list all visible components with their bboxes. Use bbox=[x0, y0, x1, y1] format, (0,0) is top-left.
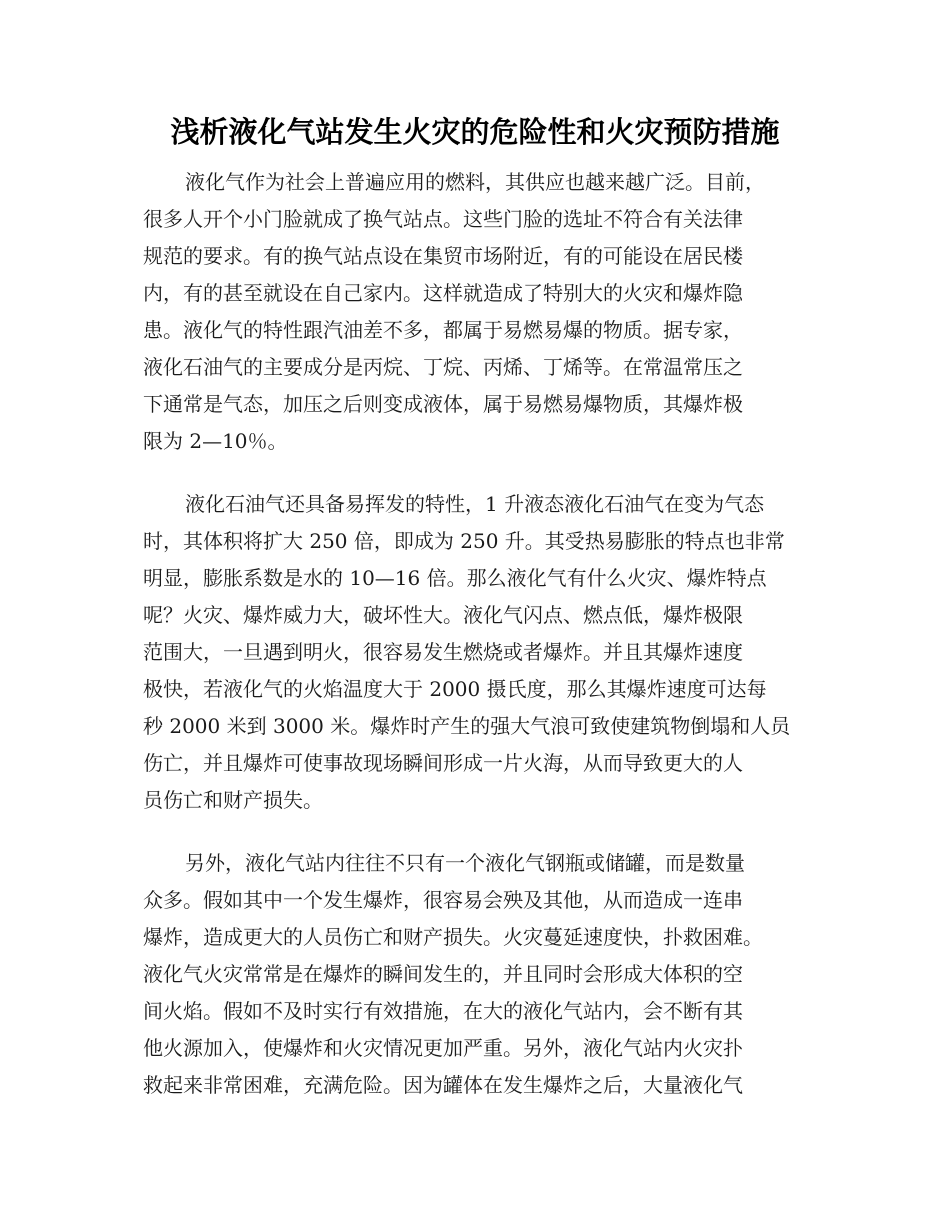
text-line: 液化石油气的主要成分是丙烷、丁烷、丙烯、丁烯等。在常温常压之 bbox=[143, 355, 743, 379]
text-line: 液化石油气还具备易挥发的特性，1 升液态液化石油气在变为气态 bbox=[185, 492, 765, 516]
document-title: 浅析液化气站发生火灾的危险性和火灾预防措施 bbox=[170, 115, 780, 149]
text-line: 呢？火灾、爆炸威力大，破坏性大。液化气闪点、燃点低，爆炸极限 bbox=[143, 603, 743, 627]
text-line: 极快，若液化气的火焰温度大于 2000 摄氏度，那么其爆炸速度可达每 bbox=[143, 677, 767, 701]
paragraph-2 bbox=[143, 486, 807, 819]
text-line: 下通常是气态，加压之后则变成液体，属于易燃易爆物质，其爆炸极 bbox=[143, 392, 743, 416]
paragraph-3 bbox=[143, 845, 807, 1104]
document-body bbox=[143, 164, 807, 1130]
text-line: 时，其体积将扩大 250 倍，即成为 250 升。其受热易膨胀的特点也非常 bbox=[143, 529, 785, 553]
text-line: 范围大，一旦遇到明火，很容易发生燃烧或者爆炸。并且其爆炸速度 bbox=[143, 640, 743, 664]
text-line: 规范的要求。有的换气站点设在集贸市场附近，有的可能设在居民楼 bbox=[143, 244, 743, 268]
text-line: 秒 2000 米到 3000 米。爆炸时产生的强大气浪可致使建筑物倒塌和人员 bbox=[143, 714, 791, 738]
text-line: 限为 2—10％。 bbox=[143, 429, 288, 453]
text-line: 众多。假如其中一个发生爆炸，很容易会殃及其他，从而造成一连串 bbox=[143, 888, 743, 912]
text-line: 爆炸，造成更大的人员伤亡和财产损失。火灾蔓延速度快，扑救困难。 bbox=[143, 925, 763, 949]
text-line: 间火焰。假如不及时实行有效措施，在大的液化气站内，会不断有其 bbox=[143, 999, 743, 1023]
text-line: 伤亡，并且爆炸可使事故现场瞬间形成一片火海，从而导致更大的人 bbox=[143, 751, 743, 775]
paragraph-1 bbox=[143, 164, 807, 460]
text-line: 他火源加入，使爆炸和火灾情况更加严重。另外，液化气站内火灾扑 bbox=[143, 1036, 743, 1060]
text-line: 救起来非常困难，充满危险。因为罐体在发生爆炸之后，大量液化气 bbox=[143, 1073, 743, 1097]
text-line: 液化气火灾常常是在爆炸的瞬间发生的，并且同时会形成大体积的空 bbox=[143, 962, 743, 986]
text-line: 明显，膨胀系数是水的 10—16 倍。那么液化气有什么火灾、爆炸特点 bbox=[143, 566, 767, 590]
text-line: 液化气作为社会上普遍应用的燃料，其供应也越来越广泛。目前， bbox=[185, 170, 765, 194]
text-line: 员伤亡和财产损失。 bbox=[143, 788, 323, 812]
text-line: 内，有的甚至就设在自己家内。这样就造成了特别大的火灾和爆炸隐 bbox=[143, 281, 743, 305]
text-line: 患。液化气的特性跟汽油差不多，都属于易燃易爆的物质。据专家， bbox=[143, 318, 743, 342]
text-line: 另外，液化气站内往往不只有一个液化气钢瓶或储罐，而是数量 bbox=[185, 851, 745, 875]
text-line: 很多人开个小门脸就成了换气站点。这些门脸的选址不符合有关法律 bbox=[143, 207, 743, 231]
